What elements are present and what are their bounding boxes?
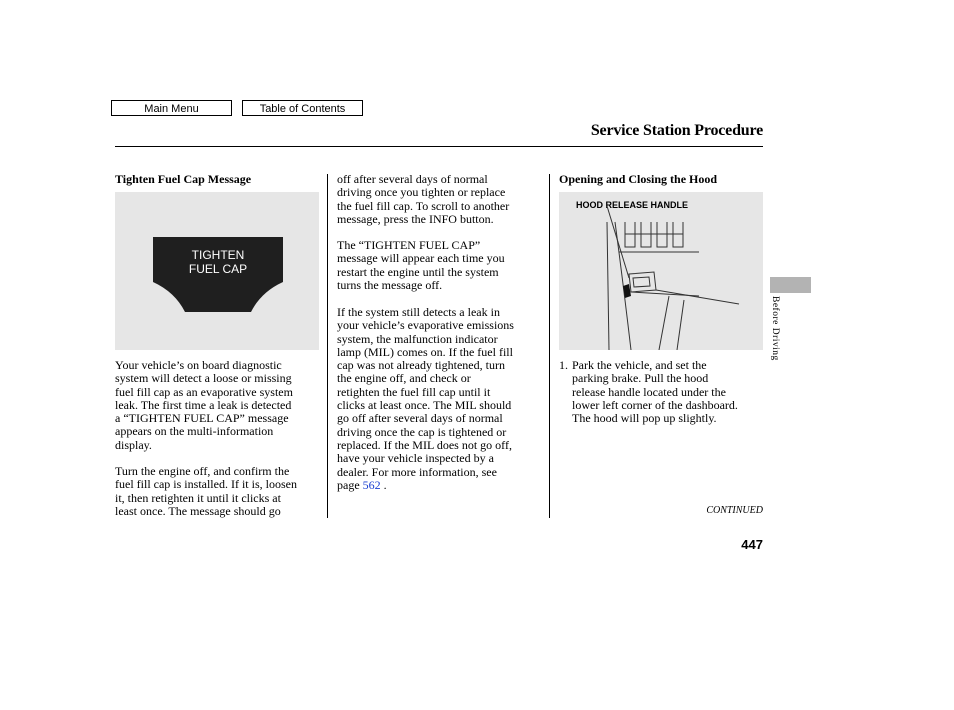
display-text-line1: TIGHTEN bbox=[191, 248, 245, 262]
page-number: 447 bbox=[741, 537, 763, 552]
hood-step-number: 1. bbox=[559, 358, 568, 372]
hood-release-figure bbox=[559, 192, 763, 350]
display-text-line2: FUEL CAP bbox=[188, 262, 248, 276]
hood-step-1-text: Park the vehicle, and set the parking brake. Pull the hood release handle located under the lower left corner of the dashboard. The hood will pop up slightly. bbox=[572, 358, 738, 426]
section-tab bbox=[770, 277, 811, 293]
hood-release-illustration bbox=[559, 192, 763, 350]
page-reference-suffix: . bbox=[380, 478, 387, 492]
table-of-contents-button[interactable]: Table of Contents bbox=[242, 100, 363, 116]
page-title: Service Station Procedure bbox=[590, 122, 763, 139]
hood-heading: Opening and Closing the Hood bbox=[559, 172, 718, 186]
main-menu-button[interactable]: Main Menu bbox=[111, 100, 232, 116]
fuel-cap-paragraph-4: The “TIGHTEN FUEL CAP” message will appear each time you restart the engine until the system turns the message off. bbox=[337, 238, 505, 292]
section-label: Before Driving bbox=[770, 296, 780, 361]
fuel-cap-paragraph-1: Your vehicle’s on board diagnostic system will detect a loose or missing fuel fill cap as an evaporative system leak. The first time a leak is detected a “TIGHTEN FUEL CAP” message appears on the multi-information display. bbox=[115, 358, 293, 452]
continued-label: CONTINUED bbox=[706, 505, 763, 516]
fuel-cap-paragraph-5: If the system still detects a leak in your vehicle’s evaporative emissions system, the malfunction indicator lamp (MIL) comes on. If the fuel fill cap was not already tightened, turn the engine off, and check or retighten the fuel fill cap until it clicks at least once. The MIL should go off after several days of normal driving once the cap is tightened or replaced. If the MIL does not go off, have your vehicle inspected by a dealer. For more information, see bbox=[337, 305, 514, 479]
column-divider-1 bbox=[327, 174, 328, 518]
hood-release-handle-label: HOOD RELEASE HANDLE bbox=[576, 200, 689, 210]
column-divider-2 bbox=[549, 174, 550, 518]
page-reference-prefix: page bbox=[337, 478, 363, 492]
fuel-cap-paragraph-2: Turn the engine off, and confirm the fuel fill cap is installed. If it is, loosen it, then retighten it until it clicks at least once. The message should go bbox=[115, 464, 297, 518]
tighten-fuel-cap-figure bbox=[115, 192, 319, 350]
fuel-cap-paragraph-3: off after several days of normal driving once you tighten or replace the fuel fill cap. To scroll to another message, press the INFO button. bbox=[337, 172, 510, 226]
header-rule bbox=[115, 146, 763, 147]
tighten-fuel-cap-heading: Tighten Fuel Cap Message bbox=[115, 172, 252, 186]
page-562-link[interactable]: 562 bbox=[362, 478, 381, 492]
page-reference bbox=[337, 479, 387, 492]
